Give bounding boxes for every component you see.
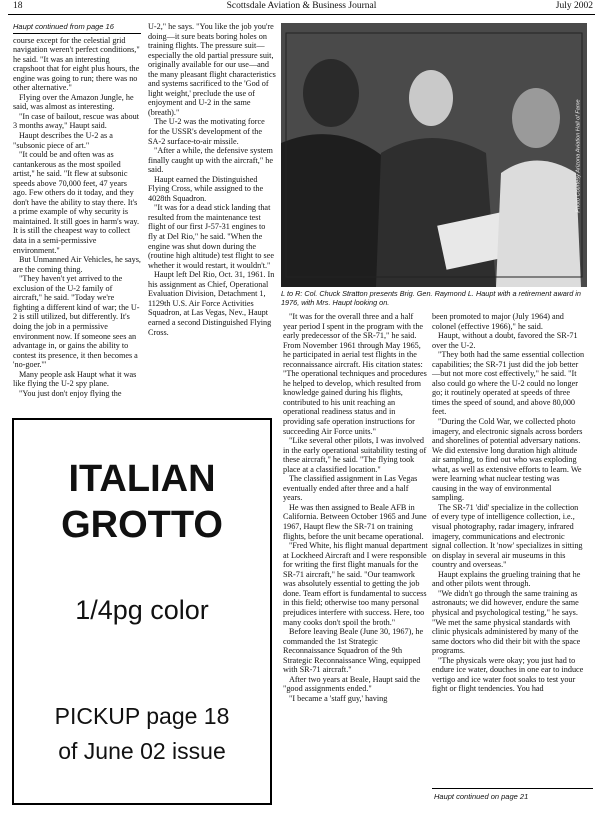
column-1-text: course except for the celestial grid navigation weren't perfect conditions," he said. "It was an interesting crapshoot that for eight plus hours, the engine was going to run; there was no other alternative." Flying over the Amazon Jungle, he said, was almost as interesting. "In case of bailout, rescue was about 3 months away," Haupt said. Haupt describes the U-2 as a "subsonic piece of art." "It could be and often was as cantankerous as the most spoiled artist," he said. "It flew at subsonic speeds above 70,000 feet, 47 years ago. Few others do it today, and they don't have the ability to stay there. It's a prime example of why security is maintained. It still goes in harm's way. It is still the cheapest way to collect data in a semi-permissive environment." But Unmanned Air Vehicles, he says, are the coming thing. "They haven't yet arrived to the exclusion of the U-2 family of aircraft," he said. "Today we're fighting a different kind of war; the U-2 is still utilized, but differently. It's doing the job in a permissive environment now. If someone sees an advantage in, or gains the ability to contest its presence, it then becomes a 'no-goer.'" Many people ask Haupt what it was like flying the U-2 spy plane. "You just don't enjoy flying the <box>13 35 141 398</box>
article-column-3 <box>283 312 428 790</box>
continued-from: Haupt continued from page 16 <box>13 22 141 34</box>
publication-name: Scottsdale Aviation & Business Journal <box>226 1 377 11</box>
ad-line-1: ITALIAN <box>68 458 216 500</box>
column-2-text: U-2," he says. "You like the job you're doing—it sure beats boring holes on training flights. The pressure suit—especially the old partial pressure suit, originally available for our use—and the many pleasant flight characteristics and systems sacrificed to the 'God of light weight,' preclude the use of enjoyment and U-2 in the same (breath)." The U-2 was the motivating force for the USSR's development of the SA-2 surface-to-air missile. "After a while, the defensive system finally caught up with the aircraft," he said. Haupt earned the Distinguished Flying Cross, while assigned to the 4028th Squadron. "It was for a dead stick landing that resulted from the maintenance test flight of our first J-57-31 engines to fly at Del Rio," he said. "When the engine was shut down during the (routine high altitude) test flight to see whether it would restart, it wouldn't." Haupt left Del Rio, Oct. 31, 1961. In his assignment as Chief, Operational Evaluation Division, Detachment 1, 1129th U.S. Air Force Activities Squadron, at Las Vegas, Nev., Haupt earned a second Distinguished Flying Cross. <box>148 22 276 337</box>
issue-date: July 2002 <box>555 1 593 11</box>
ad-line-5: of June 02 issue <box>58 738 226 764</box>
photo-credit: Photo Courtesy Arizona Aviation Hall of Fame <box>575 99 582 213</box>
page-header <box>0 0 603 14</box>
header-rule <box>8 14 595 15</box>
retirement-award-photo <box>281 23 587 287</box>
photo-image <box>281 23 587 287</box>
continued-on: Haupt continued on page 21 <box>434 792 529 801</box>
article-column-1 <box>13 22 141 418</box>
ad-line-3: 1/4pg color <box>75 595 209 625</box>
article-column-2 <box>148 22 276 414</box>
footer-rule <box>432 788 593 789</box>
column-3-text: "It was for the overall three and a half year period I spent in the program with the early predecessor of the SR-71," he said. From November 1961 through May 1965, he participated in aerial test flights in the reconnaissance aircraft. His citation states: "The operational techniques and procedures he helped to develop, which resulted from knowledge gained during his flights, contributed to his unit reaching an operational readiness status and in providing safe operation instructions for succeeding Air Force units." "Like several other pilots, I was involved in the early operational suitability testing of these aircraft," he said. "The flying took place at a classified location." The classified assignment in Las Vegas eventually ended after three and a half years. He was then assigned to Beale AFB in California. Between October 1965 and June 1967, Haupt flew the SR-71 on training flights, before the unit became operational. "Fred White, his flight manual department at Lockheed Aircraft and I were responsible for writing the first flight manuals for the SR-71 aircraft," he said. "Our teamwork was absolutely essential to getting the job done. Team effort is fundamental to success in this field; otherwise too many personal prejudices interfere with success. Here, too many cooks don't spoil the broth." Before leaving Beale (June 30, 1967), he commanded the 1st Strategic Reconnaissance Squadron of the 9th Strategic Reconnaissance Wing, equipped with SR-71 aircraft." After two years at Beale, Haupt said the "good assignments ended." "I became a 'staff guy,' having <box>283 312 428 703</box>
article-column-4 <box>432 312 585 786</box>
ad-line-4: PICKUP page 18 <box>54 703 230 729</box>
ad-line-2: GROTTO <box>61 504 223 546</box>
ad-placeholder-box <box>12 418 272 805</box>
column-4-text: been promoted to major (July 1964) and colonel (effective 1966)," he said. Haupt, without a doubt, favored the SR-71 over the U-2. "They both had the same essential collection capabilities; the SR-71 just did the job better—but not more cost effectively," he said. "It also could go where the U-2 could no longer go; it routinely operated at speeds of three times the speed of sound, and above 80,000 feet. "During the Cold War, we collected photo imagery, and electronic signals across borders and shorelines of potential adversary nations. We did extensive long duration high altitude air sampling, to find out who was exploding what, as well as extensive efforts to learn. We were learning what nuclear testing was causing in the way of environmental sampling. The SR-71 'did' specialize in the collection of every type of intelligence collection, i.e., visual photography, radar imagery, infrared imagery, communications and electronic signal collection. It 'now' specializes in sitting on display in several air museums in this country and overseas." Haupt explains the grueling training that he and other pilots went through. "We didn't go through the same training as astronauts; we did however, endure the same physical and psychological testing," he says. "We met the same physical standards with clinic physicals administered by many of the same doctors who did their bit with the space programs. "The physicals were okay; you just had to endure ice water, douches in one ear to induce vertigo and ice water foot soaks to test your fight or flight tendencies. You had <box>432 312 585 694</box>
page-number: 18 <box>13 1 23 11</box>
photo-caption: L to R: Col. Chuck Stratton presents Brig. Gen. Raymond L. Haupt with a retirement award in 1976, with Mrs. Haupt looking on. <box>281 289 581 307</box>
